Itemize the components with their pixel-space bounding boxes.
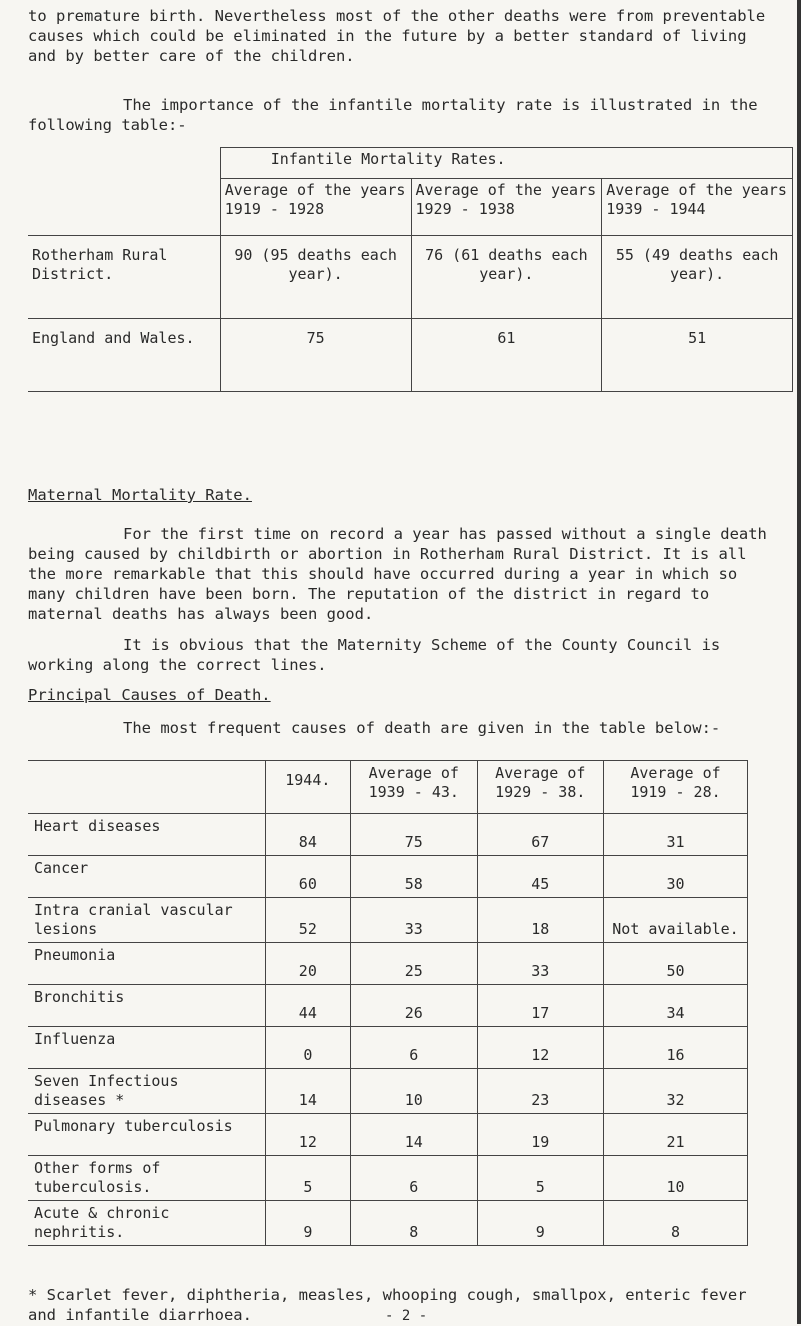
causes-cell: 26 (351, 985, 477, 1027)
table-row (28, 236, 793, 319)
causes-cell: 9 (477, 1201, 603, 1246)
footnote: * Scarlet fever, diphtheria, measles, whooping cough, smallpox, enteric fever and infantile diarrhoea. (28, 1286, 756, 1324)
table-row (28, 319, 793, 392)
maternal-paragraph-1: For the first time on record a year has passed without a single death being caused by childbirth or abortion in Rotherham Rural District. It is all the more remarkable that this should have occurred during a year in which so many children have been born. The reputation of the district in regard to maternal deaths has always been good. (28, 525, 777, 623)
causes-cell: 84 (265, 814, 350, 856)
causes-cell: 14 (351, 1114, 477, 1156)
causes-cell: 45 (477, 856, 603, 898)
table-row (28, 1027, 748, 1069)
imr-intro: The importance of the infantile mortality rate is illustrated in the following table:- (28, 96, 767, 134)
causes-cell: 10 (351, 1069, 477, 1114)
causes-cell: 50 (603, 943, 747, 985)
infant-mortality-table (28, 147, 793, 392)
causes-table-body (28, 814, 748, 1246)
causes-cell: 67 (477, 814, 603, 856)
causes-cell: 75 (351, 814, 477, 856)
causes-cell: 19 (477, 1114, 603, 1156)
causes-cell: 5 (477, 1156, 603, 1201)
causes-of-death-table (28, 760, 748, 1246)
causes-cell: 32 (603, 1069, 747, 1114)
causes-row-label: Acute & chronic nephritis. (28, 1201, 265, 1246)
table-row (28, 1156, 748, 1201)
table-row (28, 985, 748, 1027)
causes-cell: 52 (265, 898, 350, 943)
causes-col-header: 1944. (265, 761, 350, 814)
causes-cell: Not available. (603, 898, 747, 943)
imr-col-header: Average of the years 1929 - 1938 (411, 179, 602, 236)
causes-cell: 58 (351, 856, 477, 898)
table-row (28, 814, 748, 856)
imr-col-header: Average of the years 1939 - 1944 (602, 179, 793, 236)
imr-cell: 55 (49 deaths each year). (602, 236, 793, 319)
causes-row-label: Seven Infectious diseases * (28, 1069, 265, 1114)
causes-cell: 6 (351, 1027, 477, 1069)
causes-row-label: Other forms of tuberculosis. (28, 1156, 265, 1201)
causes-row-label: Pneumonia (28, 943, 265, 985)
imr-cell: 51 (602, 319, 793, 392)
imr-cell: 75 (220, 319, 411, 392)
imr-header-row (28, 179, 793, 236)
causes-cell: 18 (477, 898, 603, 943)
causes-cell: 31 (603, 814, 747, 856)
maternal-heading: Maternal Mortality Rate. (28, 486, 252, 504)
causes-row-label: Bronchitis (28, 985, 265, 1027)
page-number: - 2 - (385, 1308, 428, 1324)
imr-title: Infantile Mortality Rates. (220, 148, 792, 179)
table-row (28, 943, 748, 985)
causes-cell: 21 (603, 1114, 747, 1156)
causes-row-label: Cancer (28, 856, 265, 898)
table-row (28, 856, 748, 898)
causes-row-label: Heart diseases (28, 814, 265, 856)
intro-paragraph: to premature birth. Nevertheless most of the other deaths were from preventable causes which could be eliminated in the future by a better standard of living and by better care of the children. (28, 7, 775, 65)
imr-cell: 61 (411, 319, 602, 392)
causes-cell: 5 (265, 1156, 350, 1201)
causes-cell: 23 (477, 1069, 603, 1114)
causes-cell: 10 (603, 1156, 747, 1201)
causes-cell: 12 (265, 1114, 350, 1156)
causes-cell: 0 (265, 1027, 350, 1069)
causes-cell: 25 (351, 943, 477, 985)
causes-cell: 6 (351, 1156, 477, 1201)
causes-header-row (28, 761, 748, 814)
table-row (28, 1114, 748, 1156)
causes-heading: Principal Causes of Death. (28, 686, 271, 704)
causes-col-header: Average of 1919 - 28. (603, 761, 747, 814)
causes-cell: 14 (265, 1069, 350, 1114)
table-row (28, 898, 748, 943)
table-row (28, 1201, 748, 1246)
maternal-paragraph-2: It is obvious that the Maternity Scheme of the County Council is working along the correct lines. (28, 636, 730, 674)
causes-cell: 33 (477, 943, 603, 985)
causes-cell: 16 (603, 1027, 747, 1069)
page-edge (797, 0, 801, 1324)
causes-cell: 30 (603, 856, 747, 898)
causes-row-label: Intra cranial vascular lesions (28, 898, 265, 943)
imr-row-label: Rotherham Rural District. (28, 236, 220, 319)
imr-col-header: Average of the years 1919 - 1928 (220, 179, 411, 236)
causes-intro: The most frequent causes of death are given in the table below:- (123, 719, 721, 737)
causes-row-label: Pulmonary tuberculosis (28, 1114, 265, 1156)
imr-cell: 90 (95 deaths each year). (220, 236, 411, 319)
table-row (28, 1069, 748, 1114)
imr-cell: 76 (61 deaths each year). (411, 236, 602, 319)
imr-title-row (28, 148, 793, 179)
causes-col-header: Average of 1929 - 38. (477, 761, 603, 814)
imr-row-label: England and Wales. (28, 319, 220, 392)
causes-row-label: Influenza (28, 1027, 265, 1069)
causes-cell: 9 (265, 1201, 350, 1246)
causes-cell: 44 (265, 985, 350, 1027)
causes-col-header: Average of 1939 - 43. (351, 761, 477, 814)
causes-cell: 20 (265, 943, 350, 985)
causes-cell: 8 (603, 1201, 747, 1246)
causes-cell: 8 (351, 1201, 477, 1246)
causes-cell: 17 (477, 985, 603, 1027)
causes-cell: 33 (351, 898, 477, 943)
causes-cell: 60 (265, 856, 350, 898)
causes-cell: 12 (477, 1027, 603, 1069)
causes-cell: 34 (603, 985, 747, 1027)
